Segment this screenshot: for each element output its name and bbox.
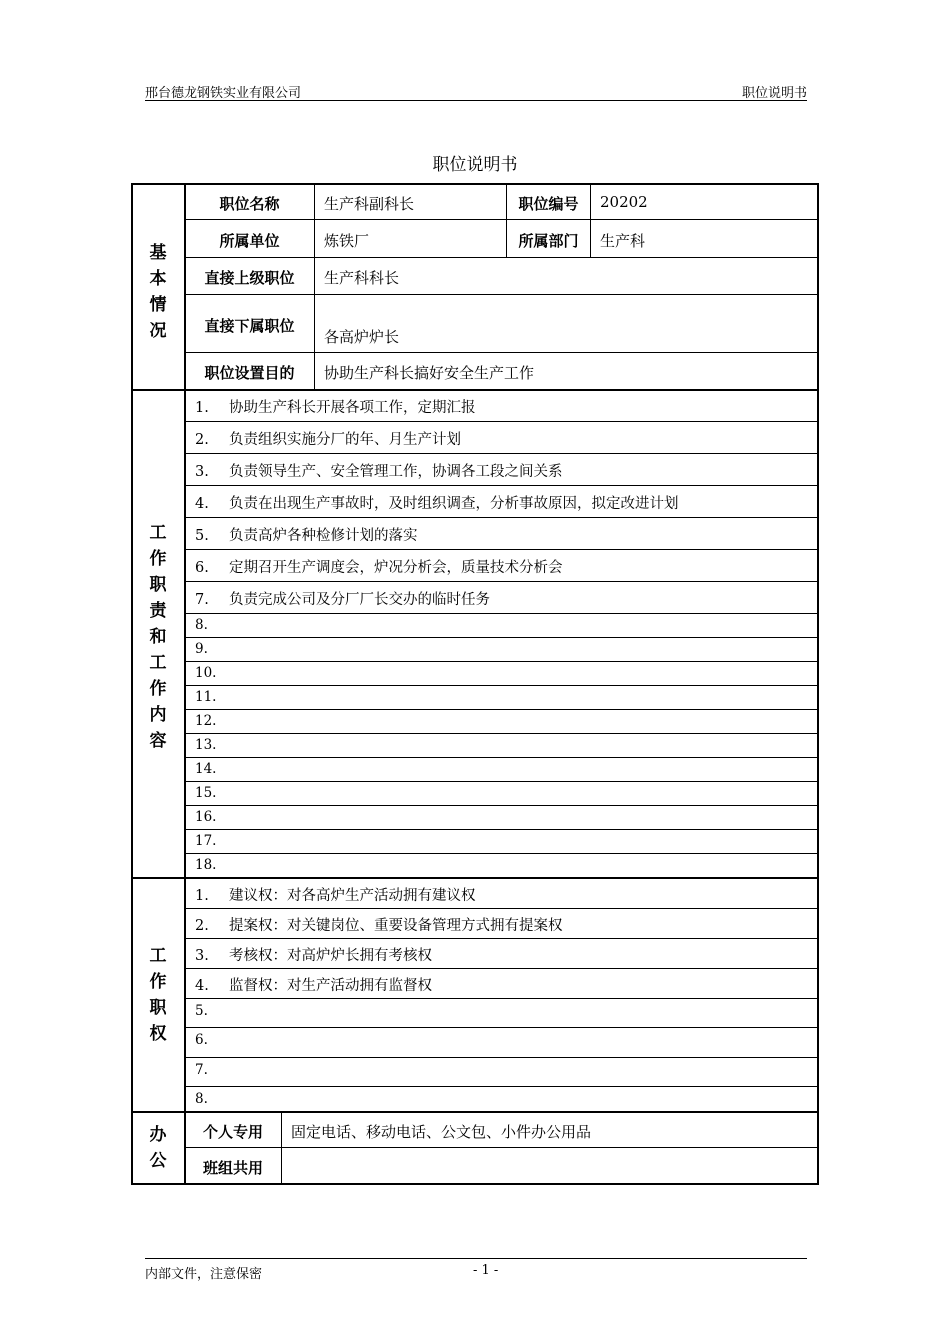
position-name-value: 生产科副科长 [324, 195, 415, 213]
duty-row: 10. [195, 665, 217, 681]
duty-row: 1. 协助生产科长开展各项工作，定期汇报 [195, 400, 476, 416]
page-number: - 1 - [473, 1263, 499, 1278]
unit-label: 所属单位 [219, 232, 280, 250]
table-divider [185, 257, 817, 258]
purpose-label: 职位设置目的 [204, 364, 295, 382]
dept-label: 所属部门 [518, 232, 579, 250]
duty-row: 17. [195, 833, 217, 849]
authority-row: 3. 考核权：对高炉炉长拥有考核权 [195, 948, 432, 964]
authority-row: 1. 建议权：对各高炉生产活动拥有建议权 [195, 888, 476, 904]
dept-value: 生产科 [600, 232, 646, 250]
position-name-label: 职位名称 [219, 195, 280, 213]
duty-row: 8. [195, 617, 208, 633]
table-divider [185, 1147, 817, 1148]
duty-row: 11. [195, 689, 217, 705]
duty-row: 9. [195, 641, 208, 657]
duty-row: 6. 定期召开生产调度会，炉况分析会，质量技术分析会 [195, 560, 563, 576]
personal-label: 个人专用 [202, 1123, 263, 1141]
superior-label: 直接上级职位 [204, 269, 295, 287]
duty-row: 2. 负责组织实施分厂的年、月生产计划 [195, 432, 461, 448]
table-divider [185, 294, 817, 295]
duty-row: 3. 负责领导生产、安全管理工作，协调各工段之间关系 [195, 464, 563, 480]
page-footer [145, 1258, 807, 1282]
table-divider [185, 352, 817, 353]
duty-row: 14. [195, 761, 217, 777]
superior-value: 生产科科长 [324, 269, 400, 287]
duty-row: 4. 负责在出现生产事故时，及时组织调查，分析事故原因，拟定改进计划 [195, 496, 679, 512]
authority-row: 5. [195, 1003, 208, 1019]
duty-row: 13. [195, 737, 217, 753]
authority-row: 7. [195, 1062, 208, 1078]
duty-row: 12. [195, 713, 217, 729]
unit-value: 炼铁厂 [324, 232, 370, 250]
table-divider [590, 185, 591, 257]
header-company: 邢台德龙钢铁实业有限公司 [145, 86, 302, 101]
authority-row: 6. [195, 1032, 208, 1048]
personal-value: 固定电话、移动电话、公文包、小件办公用品 [291, 1123, 592, 1141]
section-authority-label: 工作职权 [149, 946, 167, 1044]
duty-row: 18. [195, 857, 217, 873]
section-divider [132, 389, 818, 391]
authority-row: 8. [195, 1091, 208, 1107]
section-office-label: 办公 [149, 1125, 167, 1171]
page-header [145, 82, 807, 101]
table-divider [185, 219, 817, 220]
duty-row: 5. 负责高炉各种检修计划的落实 [195, 528, 418, 544]
shared-label: 班组共用 [202, 1159, 263, 1177]
position-code-label: 职位编号 [518, 195, 579, 213]
subordinate-label: 直接下属职位 [204, 317, 295, 335]
authority-row: 4. 监督权：对生产活动拥有监督权 [195, 978, 432, 994]
section-divider [132, 1111, 818, 1113]
subordinate-value: 各高炉炉长 [324, 328, 400, 346]
duty-row: 7. 负责完成公司及分厂厂长交办的临时任务 [195, 592, 490, 608]
section-divider [132, 877, 818, 879]
section-duties-label: 工作职责和工作内容 [149, 523, 167, 751]
position-code-value: 20202 [600, 193, 648, 211]
purpose-value: 协助生产科长搞好安全生产工作 [324, 364, 535, 382]
header-doc-type: 职位说明书 [741, 86, 807, 101]
footer-confidential: 内部文件，注意保密 [145, 1267, 263, 1282]
duty-row: 16. [195, 809, 217, 825]
document-title: 职位说明书 [432, 155, 518, 175]
table-divider [314, 185, 315, 389]
authority-row: 2. 提案权：对关键岗位、重要设备管理方式拥有提案权 [195, 918, 563, 934]
duty-row: 15. [195, 785, 217, 801]
section-basic-label: 基本情况 [149, 243, 167, 341]
